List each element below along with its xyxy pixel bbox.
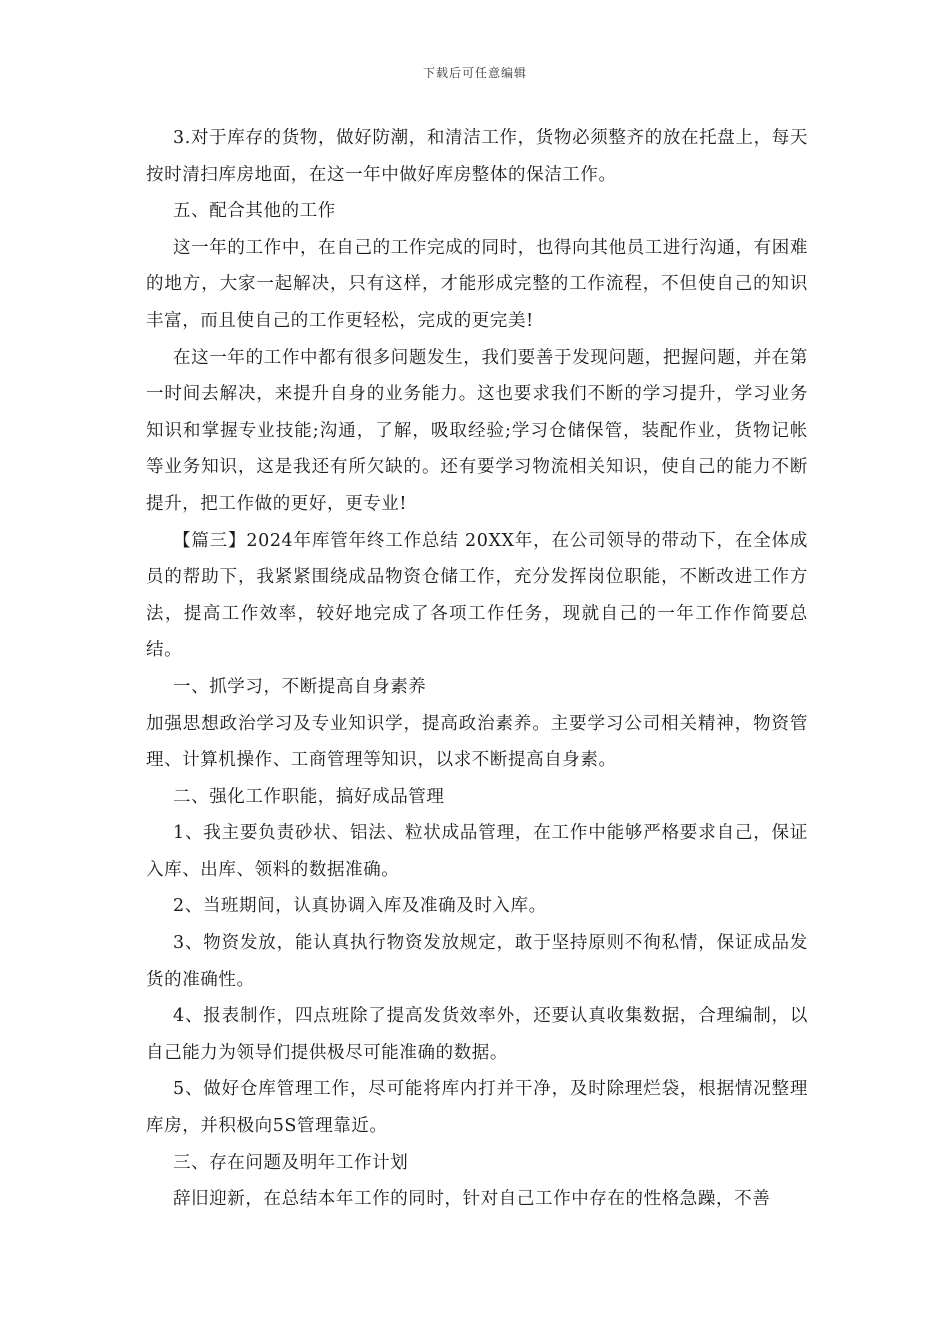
paragraph-4: 加强思想政治学习及专业知识学，提高政治素养。主要学习公司相关精神，物资管理、计算机操作、工商管理等知识，以求不断提高自身素。 [146, 713, 808, 771]
paragraph-3: 在这一年的工作中都有很多问题发生，我们要善于发现问题，把握问题，并在第一时间去解决，来提升自身的业务能力。这也要求我们不断的学习提升，学习业务知识和掌握专业技能;沟通，了解，吸取经验;学习仓储保管，装配作业，货物记帐等业务知识，这是我还有所欠缺的。还有要学习物流相关知识，使自己的能力不断提升，把工作做的更好，更专业! [146, 347, 808, 514]
document-body [146, 120, 808, 1218]
list-item-2: 2、当班期间，认真协调入库及准确及时入库。 [173, 896, 547, 917]
paragraph-part-three: 【篇三】2024年库管年终工作总结 20XX年，在公司领导的带动下，在全体成员的帮助下，我紧紧围绕成品物资仓储工作，充分发挥岗位职能，不断改进工作方法，提高工作效率，较好地完成了各项工作任务，现就自己的一年工作作简要总结。 [146, 530, 808, 661]
paragraph-5: 辞旧迎新，在总结本年工作的同时，针对自己工作中存在的性格急躁，不善 [173, 1189, 771, 1210]
list-item-4: 4、报表制作，四点班除了提高发货效率外，还要认真收集数据，合理编制，以自己能力为领导们提供极尽可能准确的数据。 [146, 1006, 808, 1063]
paragraph-1: 3.对于库存的货物，做好防潮，和清洁工作，货物必须整齐的放在托盘上，每天按时清扫库房地面，在这一年中做好库房整体的保洁工作。 [146, 128, 808, 185]
page-header-note: 下载后可任意编辑 [422, 66, 527, 80]
section-heading-2: 二、强化工作职能，搞好成品管理 [173, 786, 445, 807]
section-heading-1: 一、抓学习，不断提高自身素养 [173, 676, 427, 697]
list-item-5: 5、做好仓库管理工作，尽可能将库内打并干净，及时除理烂袋，根据情况整理库房，并积极向5S管理靠近。 [146, 1079, 808, 1137]
section-heading-5: 五、配合其他的工作 [173, 201, 336, 222]
list-item-1: 1、我主要负责砂状、铝法、粒状成品管理，在工作中能够严格要求自己，保证入库、出库、领料的数据准确。 [146, 823, 808, 880]
list-item-3: 3、物资发放，能认真执行物资发放规定，敢于坚持原则不徇私情，保证成品发货的准确性。 [146, 933, 808, 990]
section-heading-3: 三、存在问题及明年工作计划 [173, 1152, 409, 1173]
paragraph-2: 这一年的工作中，在自己的工作完成的同时，也得向其他员工进行沟通，有困难的地方，大家一起解决，只有这样，才能形成完整的工作流程，不但使自己的知识丰富，而且使自己的工作更轻松，完成的更完美! [146, 237, 808, 331]
